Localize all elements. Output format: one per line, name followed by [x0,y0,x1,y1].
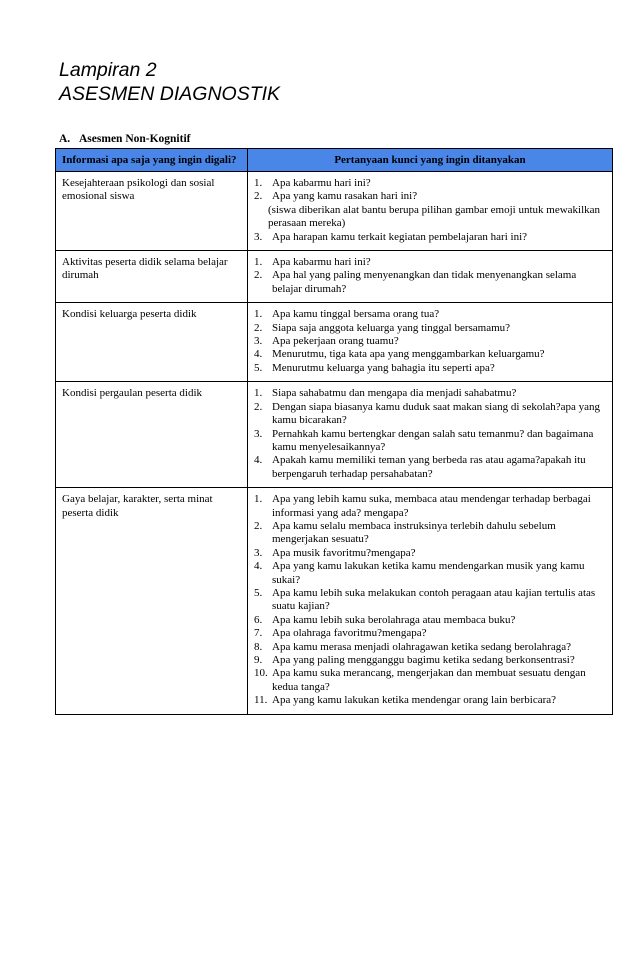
heading-appendix: Lampiran 2 [59,59,157,81]
question-number: 4. [254,454,263,467]
question-item [254,587,606,614]
question-item [254,520,606,547]
question-number: 1. [254,308,263,321]
table-row [56,382,613,488]
question-number: 9. [254,654,263,666]
question-text: Apa hal yang paling menyenangkan dan tidak menyenangkan selama belajar dirumah? [272,269,577,295]
question-list [254,308,606,375]
question-item [254,654,606,667]
question-list [254,256,606,296]
section-name: Asesmen Non-Kognitif [79,133,191,145]
questions-cell [248,303,613,382]
question-item [254,560,606,587]
question-number: 2. [254,269,263,282]
section-letter: A. [59,133,71,145]
question-text: Dengan siapa biasanya kamu duduk saat makan siang di sekolah?apa yang kamu bicarakan? [272,400,601,427]
question-item [254,454,606,481]
info-cell: Gaya belajar, karakter, serta minat peserta didik [56,488,248,715]
question-number: 8. [254,640,263,653]
question-number: 3. [254,427,263,440]
question-text: Apa pekerjaan orang tuamu? [272,335,399,348]
table-row [56,172,613,251]
question-number: 10. [254,667,268,680]
question-text: Apa harapan kamu terkait kegiatan pembelajaran hari ini? [272,230,528,243]
questions-cell [248,488,613,715]
heading-title: ASESMEN DIAGNOSTIK [59,83,281,105]
question-text: Apa kabarmu hari ini? [272,177,371,189]
question-text: Apa yang kamu lakukan ketika kamu mendengarkan musik yang kamu sukai? [272,560,585,586]
question-item [254,269,606,296]
question-number: 4. [254,560,263,573]
question-text: Menurutmu, tiga kata apa yang menggambarkan keluargamu? [272,348,545,361]
table-row [56,303,613,382]
question-number: 11. [254,694,268,707]
question-item [254,401,606,428]
info-cell: Kondisi pergaulan peserta didik [56,382,248,488]
question-number: 2. [254,519,263,532]
info-cell: Kesejahteraan psikologi dan sosial emosional siswa [56,172,248,251]
question-item [254,667,606,694]
question-item [254,641,606,654]
question-text: Siapa saja anggota keluarga yang tinggal bersamamu? [272,321,511,334]
question-number: 2. [254,321,263,334]
assessment-table [55,148,613,715]
table-header-row [56,149,613,172]
question-text: Apa kamu selalu membaca instruksinya terlebih dahulu sebelum mengerjakan sesuatu? [272,519,556,546]
question-text: (siswa diberikan alat bantu berupa pilihan gambar emoji untuk mewakilkan perasaan mereka) [268,203,601,230]
question-number: 3. [254,230,263,243]
question-number [254,204,268,231]
info-cell: Kondisi keluarga peserta didik [56,303,248,382]
questions-cell [248,251,613,303]
question-item [254,493,606,520]
question-item [254,204,606,231]
question-item [254,348,606,361]
questions-cell [248,382,613,488]
question-text: Apa yang kamu rasakan hari ini? [272,190,418,203]
question-text: Apa musik favoritmu?mengapa? [272,546,416,559]
question-number: 1. [254,387,263,400]
question-number: 7. [254,627,263,640]
table-row [56,488,613,715]
question-item [254,428,606,455]
question-list [254,387,606,481]
question-number: 3. [254,335,263,348]
question-text: Siapa sahabatmu dan mengapa dia menjadi sahabatmu? [272,387,517,400]
question-item [254,614,606,627]
question-number: 3. [254,546,263,559]
questions-cell [248,172,613,251]
question-item [254,256,606,269]
question-number: 4. [254,348,263,361]
question-list [254,493,606,708]
question-text: Apa yang kamu lakukan ketika mendengar orang lain berbicara? [272,694,557,707]
question-item [254,694,606,707]
table-body [56,172,613,715]
question-item [254,387,606,400]
question-text: Apa yang lebih kamu suka, membaca atau mendengar terhadap berbagai informasi yang ada? mengapa? [272,493,591,519]
question-number: 2. [254,400,263,413]
question-item [254,190,606,203]
column-header-questions: Pertanyaan kunci yang ingin ditanyakan [248,149,613,172]
question-text: Apa kamu suka merancang, mengerjakan dan membuat sesuatu dengan kedua tanga? [272,667,586,693]
question-text: Apa kamu tinggal bersama orang tua? [272,308,440,321]
question-item [254,335,606,348]
question-text: Menurutmu keluarga yang bahagia itu seperti apa? [272,361,495,374]
question-text: Apakah kamu memiliki teman yang berbeda ras atau agama?apakah itu berpengaruh terhadap persahabatan? [272,454,586,480]
question-text: Apa olahraga favoritmu?mengapa? [272,627,427,640]
question-number: 1. [254,177,263,189]
question-text: Apa kabarmu hari ini? [272,256,371,269]
info-cell: Aktivitas peserta didik selama belajar dirumah [56,251,248,303]
question-number: 5. [254,361,263,374]
question-number: 1. [254,256,263,269]
question-number: 2. [254,190,263,203]
question-text: Apa kamu lebih suka berolahraga atau membaca buku? [272,613,516,626]
section-title [59,133,191,145]
question-item [254,308,606,321]
question-number: 6. [254,613,263,626]
question-text: Pernahkah kamu bertengkar dengan salah satu temanmu? dan bagaimana kamu menyelesaikannya? [272,427,594,453]
question-text: Apa kamu merasa menjadi olahragawan ketika sedang berolahraga? [272,640,572,653]
question-text: Apa yang paling mengganggu bagimu ketika sedang berkonsentrasi? [272,654,575,666]
question-item [254,627,606,640]
table-row [56,251,613,303]
question-number: 5. [254,586,263,599]
question-item [254,362,606,375]
question-item [254,231,606,244]
question-list [254,177,606,244]
question-number: 1. [254,493,263,506]
question-text: Apa kamu lebih suka melakukan contoh peragaan atau kajian tertulis atas suatu kajian? [272,586,596,613]
question-item [254,322,606,335]
question-item [254,547,606,560]
question-item [254,177,606,190]
column-header-info: Informasi apa saja yang ingin digali? [56,149,248,172]
